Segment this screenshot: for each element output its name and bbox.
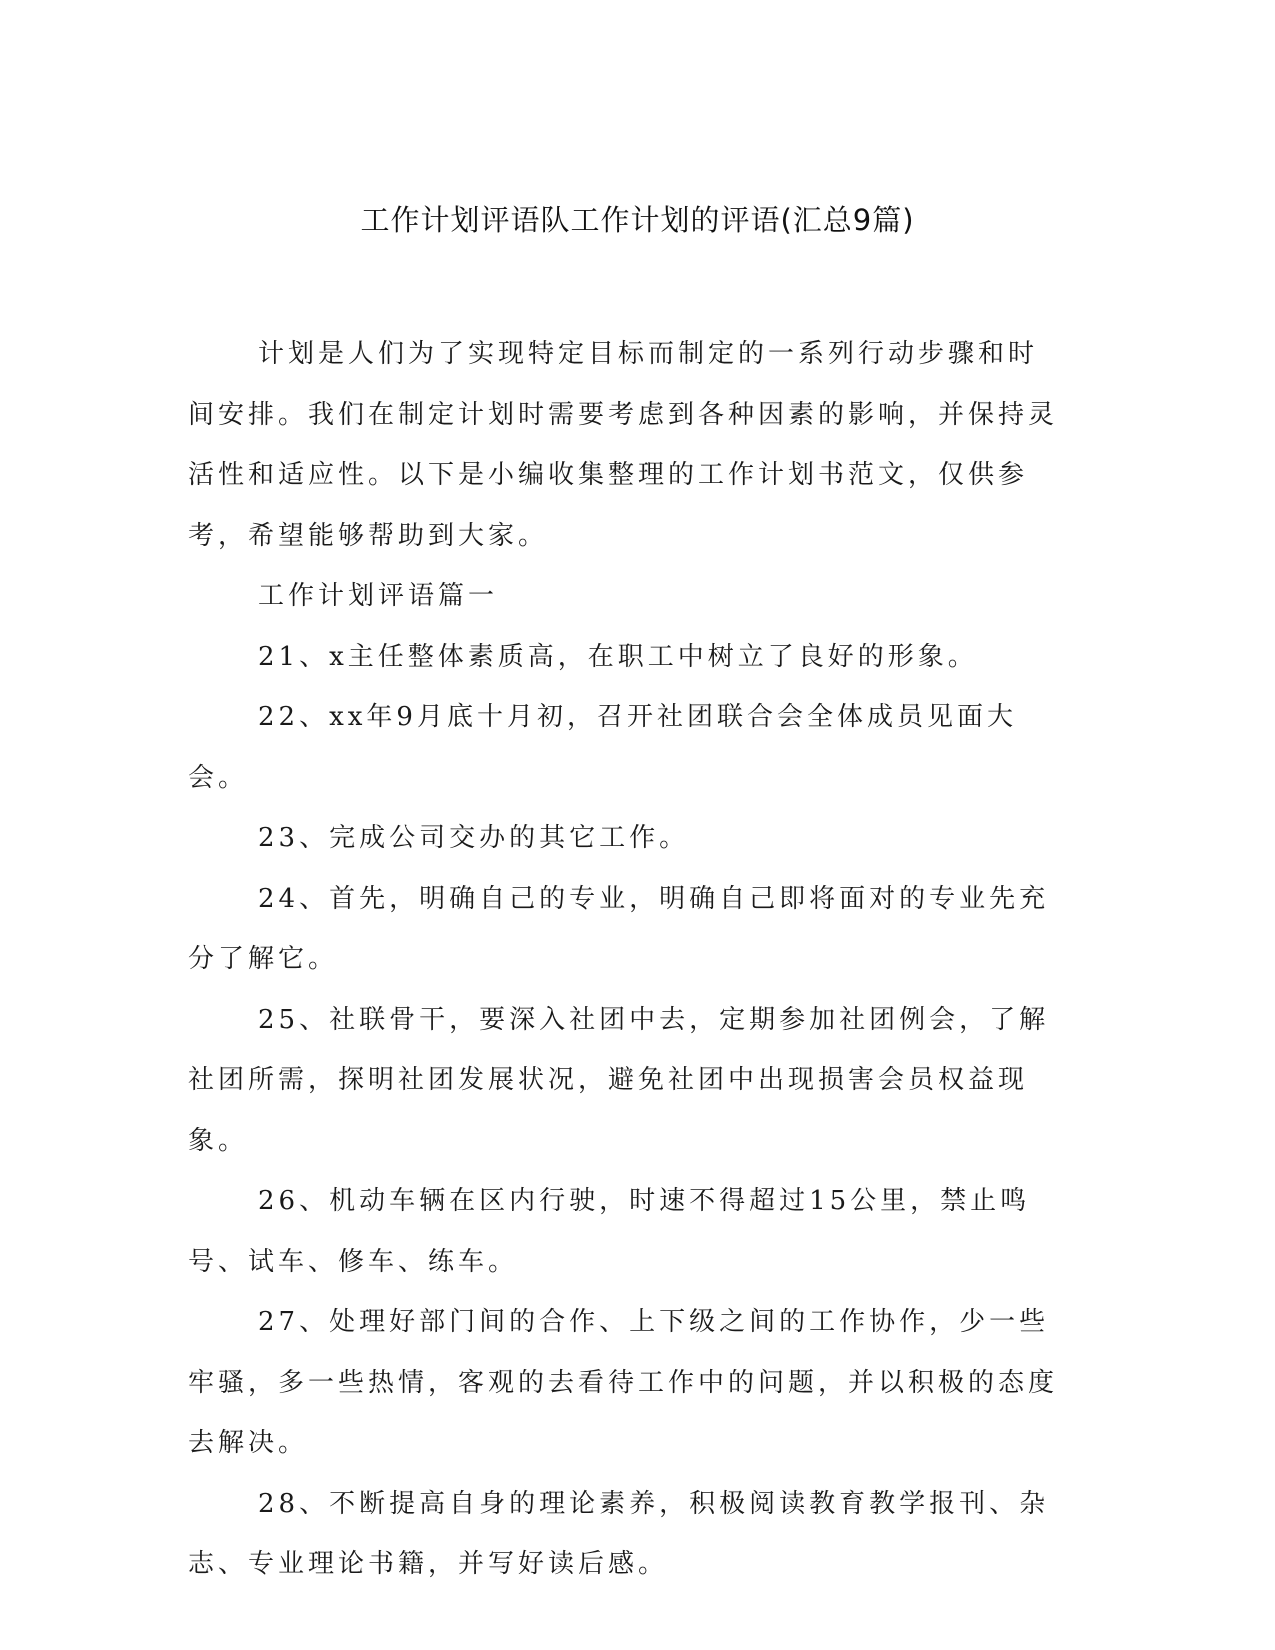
list-item: 25、社联骨干，要深入社团中去，定期参加社团例会，了解社团所需，探明社团发展状况，避免社团中出现损害会员权益现象。 <box>188 1004 1050 1156</box>
document-body <box>188 324 1064 1595</box>
list-item: 21、x主任整体素质高，在职工中树立了良好的形象。 <box>258 641 978 672</box>
list-item: 27、处理好部门间的合作、上下级之间的工作协作，少一些牢骚，多一些热情，客观的去看待工作中的问题，并以积极的态度去解决。 <box>188 1307 1059 1458</box>
list-item: 22、xx年9月底十月初，召开社团联合会全体成员见面大会。 <box>188 702 1017 793</box>
section-heading: 工作计划评语篇一 <box>258 581 499 611</box>
list-item: 24、首先，明确自己的专业，明确自己即将面对的专业先充分了解它。 <box>188 883 1050 974</box>
list-item: 26、机动车辆在区内行驶，时速不得超过15公里，禁止鸣号、试车、修车、练车。 <box>188 1186 1031 1277</box>
list-item: 23、完成公司交办的其它工作。 <box>258 823 690 853</box>
list-item: 28、不断提高自身的理论素养，积极阅读教育教学报刊、杂志、专业理论书籍，并写好读后感。 <box>188 1488 1050 1579</box>
intro-paragraph: 计划是人们为了实现特定目标而制定的一系列行动步骤和时间安排。我们在制定计划时需要考虑到各种因素的影响，并保持灵活性和适应性。以下是小编收集整理的工作计划书范文，仅供参考，希望能够帮助到大家。 <box>188 339 1059 551</box>
document-title: 工作计划评语队工作计划的评语(汇总9篇) <box>360 203 915 237</box>
